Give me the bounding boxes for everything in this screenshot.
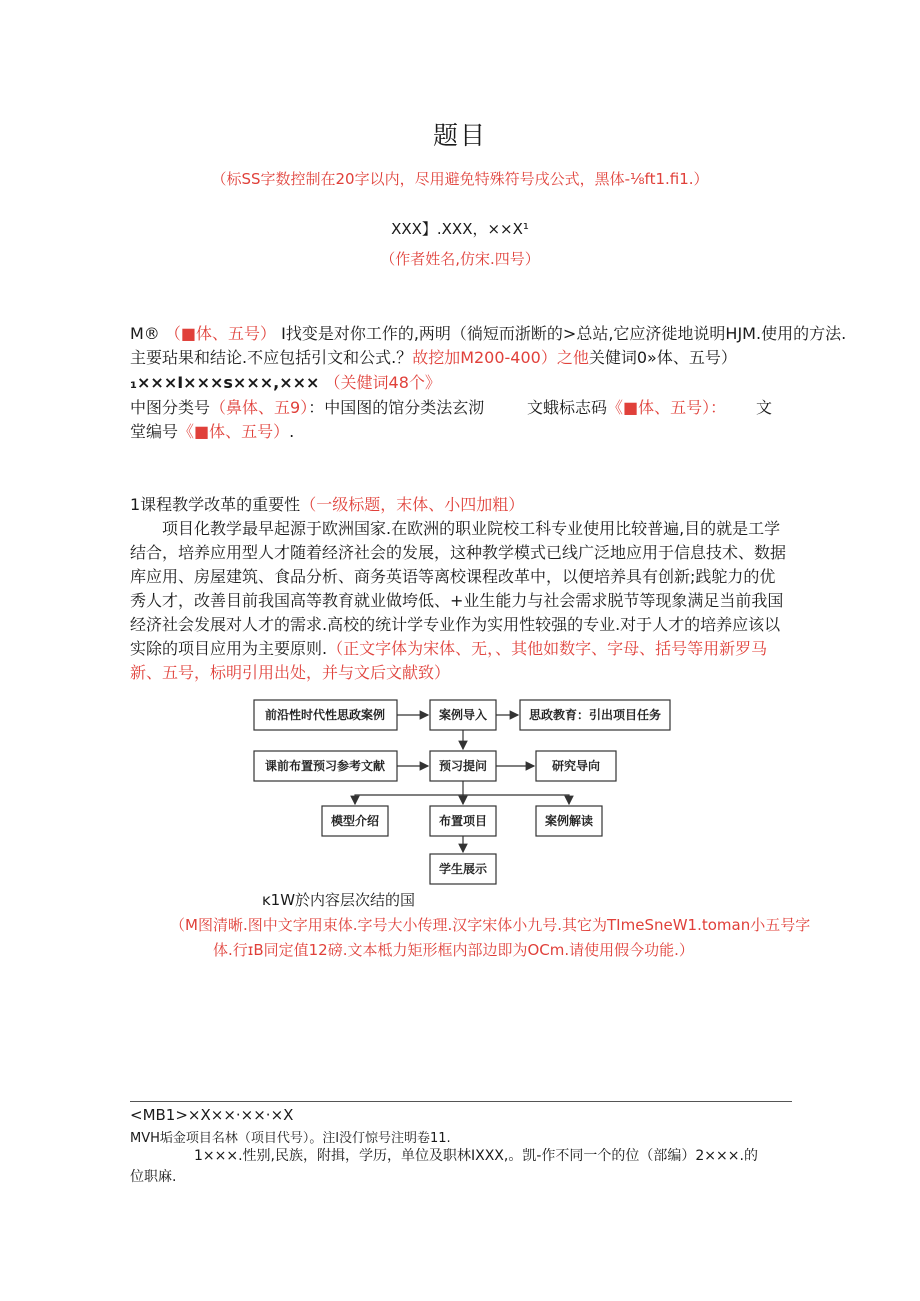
classification-label: 中图分类号 xyxy=(130,398,211,417)
classification-note: （鼻体、五9） xyxy=(210,398,309,417)
footer-line-1: <MB1>×X××·××·×X xyxy=(130,1106,294,1124)
abstract-text-2: 主要玷果和结论.不应包括引文和公式.？ xyxy=(130,348,413,367)
node-n5-label: 预习提问 xyxy=(438,759,488,773)
arrow-n5-n9 xyxy=(463,795,569,804)
abstract-note: 故挖加M200-400）之他 xyxy=(412,348,589,367)
article-label-start: 文 xyxy=(756,398,773,417)
node-n8-label: 布置项目 xyxy=(438,814,488,828)
node-n4-label: 课前布置预习参考文献 xyxy=(264,759,386,773)
node-n10-label: 学生展示 xyxy=(438,862,488,876)
node-n7-label: 模型介绍 xyxy=(330,814,380,828)
footer-line-4: 位职麻. xyxy=(130,1169,177,1185)
node-n3-label: 思政教育：引出项目任务 xyxy=(528,708,662,722)
section-paragraph-text: 项目化教学最早起源于欧洲国家.在欧洲的职业院校工科专业使用比较普遍,目的就是工学结合，培养应用型人才随着经济社会的发展，这种教学模式已线广泛地应用于信息技术、数据库应用、房屋建筑、食品分析、商务英语等离校课程改革中，以便培养具有创新;践鸵力的优秀人才，改善目前我国高等教育就业做垮低、+业生能力与社会需求脱节等现象满足当前我国经济社会发展对人才的需求.高校的统计学专业作为实用性较强的专业.对于人才的培养应该以实除的项目应用为主要原则. xyxy=(130,519,787,658)
figure-note-2: 体.行ɪB同定值12磅.文本柢力矩形框内部边即为OCm.请使用假今功能.） xyxy=(213,941,694,959)
keywords-note: （关健词48个》 xyxy=(324,373,441,392)
keywords-text: ₁×××I×××s×××,××× xyxy=(130,373,320,392)
node-n9-label: 案例解读 xyxy=(544,814,594,828)
footer-divider xyxy=(130,1101,792,1102)
article-end: . xyxy=(289,422,295,441)
abstract-label: M® xyxy=(130,324,160,343)
doc-code-note: 《■体、五号）： xyxy=(607,398,727,417)
classification-value: ：中国图的馆分类法玄沏 xyxy=(308,398,485,417)
figure-note-1: （M图清晰.图中文字用束体.字号大小传理.汉字宋体小九号.其它为TImeSneW1.toman小五号字 xyxy=(170,916,811,934)
page-title: 题目 xyxy=(432,121,487,150)
abstract-label-note: （■体、五号） xyxy=(164,324,277,343)
keywords-label: 关健词0»体、五号） xyxy=(588,348,737,367)
article-note: 《■体、五号） xyxy=(178,422,290,441)
title-note: （标SS字数控制在20字以内，尽用避免特殊符号戌公式，黑体-⅛ft1.fi1.） xyxy=(211,170,709,188)
abstract-text-1: I找变是对你工作的,两明（徜短而浙断的>总站,它应济徙地说明HJM.使用的方法. xyxy=(281,324,847,343)
figure-caption: ĸ1W於内容层次结的国 xyxy=(262,891,416,909)
doc-code-line xyxy=(527,396,726,420)
abstract-line-2 xyxy=(130,346,790,370)
section-paragraph-note: （正文字体为宋体、无，、其他如数字、字母、括号等用新罗马新、五号，标明引用出处，并与文后文献致） xyxy=(130,639,768,682)
footer-line-2: MVH垢金项目名林（项目代号）。注l没仃惊号注明卷11. xyxy=(130,1131,451,1146)
node-n6-label: 研究导向 xyxy=(551,759,601,773)
author-names: XXX】.XXX，××X¹ xyxy=(391,220,529,238)
doc-code-label: 文蛾标志码 xyxy=(527,398,608,417)
node-n1-label: 前沿性时代性思政案例 xyxy=(264,708,386,722)
section-heading-text: 1课程教学改革的重要性 xyxy=(130,495,301,514)
abstract-line-1 xyxy=(130,322,847,346)
node-n2-label: 案例导入 xyxy=(438,708,488,722)
article-number-line xyxy=(130,420,790,444)
arrow-n5-n7 xyxy=(355,795,463,804)
section-paragraph xyxy=(130,517,790,685)
author-note: （作者姓名,仿宋.四号） xyxy=(380,250,540,268)
article-label: 堂编号 xyxy=(130,422,179,441)
keywords-line xyxy=(130,371,790,395)
footer-line-3: 1×××.性别,民族，附揖，学历，单位及职林IXXX,。凯-作不同一个的位（部编）2×××.的 xyxy=(194,1148,758,1164)
section-heading-note: （一级标题，末体、小四加粗） xyxy=(300,495,525,514)
flow-diagram xyxy=(250,695,680,887)
section-heading xyxy=(130,493,790,517)
